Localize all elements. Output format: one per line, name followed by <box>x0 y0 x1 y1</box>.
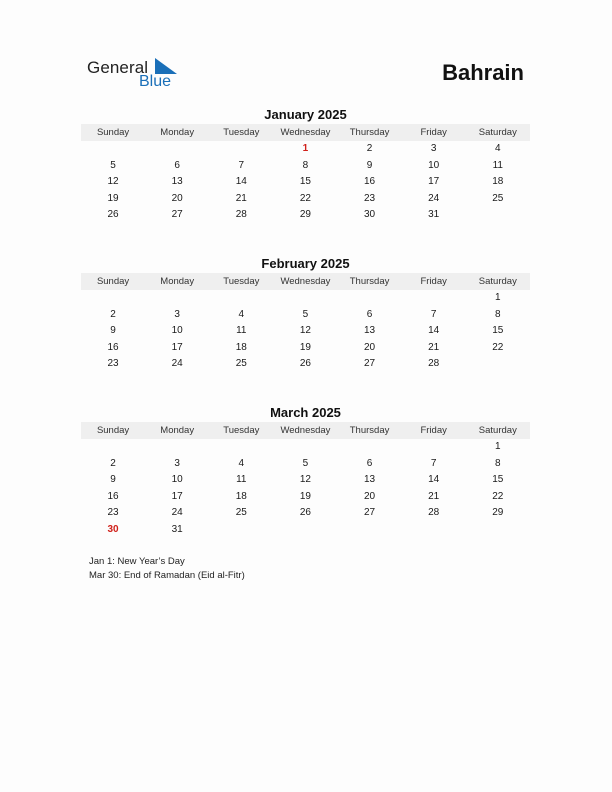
day-cell: 3 <box>174 308 180 320</box>
empty-day-cell <box>209 439 273 456</box>
day-cell: 7 <box>238 159 245 171</box>
week-row <box>81 505 530 522</box>
weekday-header <box>81 273 530 290</box>
day-cell: 24 <box>171 358 183 370</box>
weekday-label: Wednesday <box>280 276 331 287</box>
country-title: Bahrain <box>442 60 524 85</box>
day-cell: 27 <box>171 209 183 221</box>
empty-day-cell <box>273 522 337 539</box>
day-cell: 5 <box>302 308 309 320</box>
day-cell: 5 <box>302 457 309 469</box>
weekday-label: Friday <box>420 127 447 138</box>
day-cell: 15 <box>299 176 311 188</box>
day-cell: 14 <box>428 474 440 486</box>
day-cell: 25 <box>492 192 504 204</box>
holiday-notes <box>89 555 245 582</box>
day-cell: 10 <box>171 474 183 486</box>
weekday-label: Sunday <box>96 425 130 436</box>
day-cell: 11 <box>236 325 247 337</box>
weekday-label: Wednesday <box>280 127 331 138</box>
day-cell: 19 <box>299 341 311 353</box>
day-cell: 8 <box>495 308 501 320</box>
day-cell: 2 <box>366 143 373 154</box>
empty-day-cell <box>402 290 466 307</box>
week-row <box>81 472 530 489</box>
week-row <box>81 307 530 324</box>
empty-day-cell <box>81 290 145 307</box>
day-cell: 9 <box>366 159 373 171</box>
weekday-label: Monday <box>160 425 195 436</box>
day-cell: 15 <box>492 325 504 337</box>
day-cell: 16 <box>107 341 119 353</box>
day-cell: 16 <box>364 176 376 188</box>
holiday-note: Mar 30: End of Ramadan (Eid al-Fitr) <box>89 569 245 581</box>
day-cell: 7 <box>430 457 437 469</box>
day-cell: 7 <box>430 308 437 320</box>
empty-day-cell <box>338 290 402 307</box>
weekday-label: Saturday <box>478 425 517 436</box>
day-cell: 28 <box>428 507 440 519</box>
day-cell: 12 <box>107 176 119 188</box>
weekday-label: Saturday <box>478 276 517 287</box>
month-grid <box>81 141 530 224</box>
day-cell: 14 <box>428 325 440 337</box>
day-cell: 17 <box>171 341 183 353</box>
weekday-label: Tuesday <box>223 127 260 138</box>
day-cell: 23 <box>107 507 119 519</box>
day-cell: 3 <box>430 143 437 154</box>
empty-day-cell <box>273 439 337 456</box>
day-cell: 9 <box>110 325 116 337</box>
weekday-label: Wednesday <box>280 425 331 436</box>
week-row <box>81 158 530 175</box>
day-cell: 27 <box>364 507 376 519</box>
empty-day-cell <box>209 522 273 539</box>
month-title: January 2025 <box>264 107 347 122</box>
day-cell: 4 <box>238 308 245 320</box>
empty-day-cell <box>466 207 530 224</box>
day-cell: 3 <box>174 457 180 469</box>
day-cell: 2 <box>110 308 116 320</box>
day-cell: 20 <box>364 490 376 502</box>
empty-day-cell <box>81 439 145 456</box>
weekday-label: Tuesday <box>223 425 260 436</box>
day-cell: 11 <box>236 474 247 486</box>
weekday-label: Sunday <box>96 127 130 138</box>
day-cell: 31 <box>171 523 183 535</box>
day-cell: 21 <box>235 192 247 204</box>
day-cell: 23 <box>364 192 376 204</box>
day-cell: 10 <box>428 159 440 171</box>
day-cell: 9 <box>110 474 116 486</box>
empty-day-cell <box>145 141 209 158</box>
day-cell: 30 <box>107 523 119 535</box>
day-cell: 21 <box>428 490 440 502</box>
week-row <box>81 340 530 357</box>
day-cell: 4 <box>495 143 501 154</box>
logo-text-blue: Blue <box>139 73 172 90</box>
empty-day-cell <box>209 141 273 158</box>
empty-day-cell <box>145 439 209 456</box>
day-cell: 6 <box>174 159 180 171</box>
empty-day-cell <box>273 290 337 307</box>
weekday-label: Monday <box>160 276 195 287</box>
week-row <box>81 489 530 506</box>
weekday-label: Thursday <box>349 127 390 138</box>
weekday-label: Saturday <box>478 127 517 138</box>
day-cell: 22 <box>492 490 504 502</box>
day-cell: 10 <box>171 325 183 337</box>
generalblue-logo <box>87 56 187 92</box>
empty-day-cell <box>466 522 530 539</box>
day-cell: 8 <box>495 457 501 469</box>
day-cell: 1 <box>495 441 501 452</box>
week-row <box>81 141 530 158</box>
logo-text-general: General <box>87 58 149 77</box>
empty-day-cell <box>209 290 273 307</box>
day-cell: 28 <box>235 209 247 221</box>
day-cell: 19 <box>107 192 119 204</box>
day-cell: 19 <box>299 490 311 502</box>
weekday-label: Thursday <box>349 276 390 287</box>
day-cell: 20 <box>364 341 376 353</box>
empty-day-cell <box>338 522 402 539</box>
day-cell: 31 <box>428 209 440 221</box>
day-cell: 22 <box>299 192 311 204</box>
day-cell: 11 <box>492 159 503 171</box>
day-cell: 13 <box>364 325 376 337</box>
month-title: February 2025 <box>261 256 350 271</box>
weekday-label: Sunday <box>96 276 130 287</box>
day-cell: 1 <box>495 292 501 303</box>
day-cell: 18 <box>492 176 504 188</box>
empty-day-cell <box>145 290 209 307</box>
day-cell: 17 <box>428 176 440 188</box>
empty-day-cell <box>466 356 530 373</box>
month-title: March 2025 <box>270 405 341 420</box>
week-row <box>81 439 530 456</box>
day-cell: 18 <box>235 490 247 502</box>
weekday-header <box>81 124 530 141</box>
day-cell: 6 <box>366 457 373 469</box>
week-row <box>81 323 530 340</box>
week-row <box>81 356 530 373</box>
week-row <box>81 522 530 539</box>
day-cell: 4 <box>238 457 245 469</box>
day-cell: 5 <box>110 159 116 171</box>
day-cell: 8 <box>302 159 309 171</box>
day-cell: 18 <box>235 341 247 353</box>
month-calendar-march <box>81 404 530 539</box>
empty-day-cell <box>402 522 466 539</box>
day-cell: 6 <box>366 308 373 320</box>
month-calendar-february <box>81 255 530 373</box>
month-calendar-january <box>81 106 530 224</box>
weekday-label: Friday <box>420 276 447 287</box>
day-cell: 12 <box>299 474 311 486</box>
day-cell: 25 <box>235 358 247 370</box>
week-row <box>81 456 530 473</box>
day-cell: 29 <box>492 507 504 519</box>
day-cell: 24 <box>428 192 440 204</box>
empty-day-cell <box>338 439 402 456</box>
week-row <box>81 290 530 307</box>
day-cell: 1 <box>302 143 309 154</box>
day-cell: 21 <box>428 341 440 353</box>
day-cell: 13 <box>364 474 376 486</box>
weekday-header <box>81 422 530 439</box>
day-cell: 16 <box>107 490 119 502</box>
empty-day-cell <box>81 141 145 158</box>
weekday-label: Thursday <box>349 425 390 436</box>
day-cell: 2 <box>110 457 116 469</box>
month-grid <box>81 439 530 539</box>
empty-day-cell <box>402 439 466 456</box>
weekday-label: Friday <box>420 425 447 436</box>
day-cell: 25 <box>235 507 247 519</box>
day-cell: 24 <box>171 507 183 519</box>
day-cell: 28 <box>428 358 440 370</box>
weekday-label: Tuesday <box>223 276 260 287</box>
day-cell: 26 <box>299 358 311 370</box>
day-cell: 30 <box>364 209 376 221</box>
week-row <box>81 207 530 224</box>
day-cell: 26 <box>107 209 119 221</box>
day-cell: 12 <box>299 325 311 337</box>
day-cell: 17 <box>171 490 183 502</box>
day-cell: 13 <box>171 176 183 188</box>
day-cell: 20 <box>171 192 183 204</box>
day-cell: 29 <box>299 209 311 221</box>
day-cell: 23 <box>107 358 119 370</box>
day-cell: 26 <box>299 507 311 519</box>
holiday-note: Jan 1: New Year’s Day <box>89 556 185 567</box>
day-cell: 22 <box>492 341 504 353</box>
day-cell: 14 <box>235 176 247 188</box>
day-cell: 15 <box>492 474 504 486</box>
weekday-label: Monday <box>160 127 195 138</box>
logo-triangle-icon <box>155 58 177 74</box>
week-row <box>81 174 530 191</box>
month-grid <box>81 290 530 373</box>
day-cell: 27 <box>364 358 376 370</box>
week-row <box>81 191 530 208</box>
